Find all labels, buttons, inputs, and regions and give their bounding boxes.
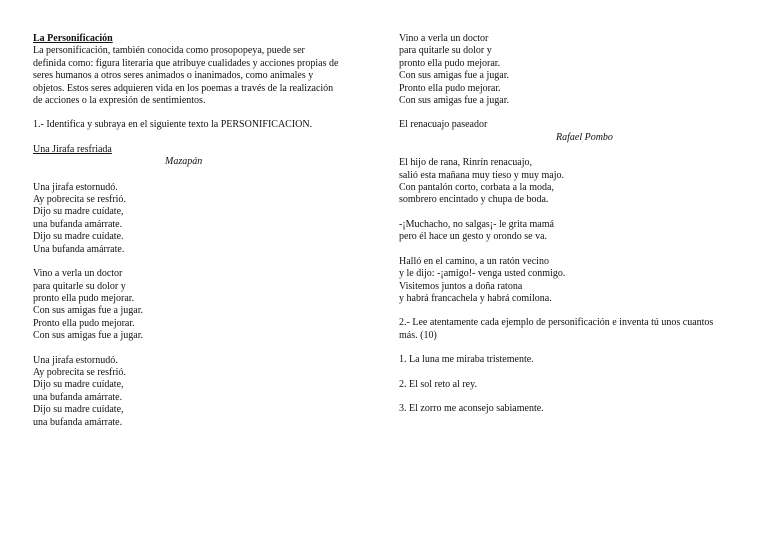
right-column xyxy=(399,33,739,415)
poem-line: El hijo de rana, Rinrín renacuajo, xyxy=(399,157,533,169)
intro-line: La personificación, también conocida como prosopopeya, puede ser xyxy=(33,45,305,57)
poem-line: para quitarle su dolor y xyxy=(33,280,126,292)
poem-line: para quitarle su dolor y xyxy=(399,45,492,57)
poem-line: Pronto ella pudo mejorar. xyxy=(399,82,501,94)
poem-line: y le dijo: -¡amigo!- venga usted conmigo. xyxy=(399,268,566,280)
poem-stanza xyxy=(33,182,373,256)
poem-line: Ay pobrecita se resfrió. xyxy=(33,194,126,206)
poem-line: Ay pobrecita se resfrió. xyxy=(33,366,126,378)
poem-line: sombrero encintado y chupa de boda. xyxy=(399,194,549,206)
poem-line: Pronto ella pudo mejorar. xyxy=(33,317,135,329)
poem2-author: Rafael Pombo xyxy=(556,131,613,143)
poem-line: Dijo su madre cuídate, xyxy=(33,379,124,391)
poem-line: Halló en el camino, a un ratón vecino xyxy=(399,255,549,267)
poem2-stanza xyxy=(399,256,739,306)
poem2-stanza xyxy=(399,219,739,244)
poem-author: Mazapán xyxy=(165,156,203,168)
poem-line: Con sus amigas fue a jugar. xyxy=(33,330,143,342)
poem-line: y habrá francachela y habrá comilona. xyxy=(399,292,552,304)
example-item: 1. La luna me miraba tristemente. xyxy=(399,354,534,366)
instruction-2: 2.- Lee atentamente cada ejemplo de personificación e inventa tú unos cuantos más. (10) xyxy=(399,317,714,341)
example-item: 2. El sol reto al rey. xyxy=(399,378,477,390)
intro-line: definida como: figura literaria que atribuye cualidades y acciones propias de xyxy=(33,57,339,69)
poem-line: Con sus amigas fue a jugar. xyxy=(33,305,143,317)
poem-line: pronto ella pudo mejorar. xyxy=(399,57,501,69)
intro-line: objetos. Estos seres adquieren vida en los poemas a través de la realización xyxy=(33,82,334,94)
poem-line: Con sus amigas fue a jugar. xyxy=(399,70,509,82)
poem-line: pero él hace un gesto y orondo se va. xyxy=(399,231,548,243)
instruction-1: 1.- Identifica y subraya en el siguiente texto la PERSONIFICACION. xyxy=(33,119,313,131)
intro-line: de acciones o la expresión de sentimientos. xyxy=(33,95,206,107)
poem-line: Con sus amigas fue a jugar. xyxy=(399,95,509,107)
poem-line: Vino a verla un doctor xyxy=(399,33,489,44)
document-title: La Personificación xyxy=(33,33,113,44)
poem-line: Dijo su madre cuídate. xyxy=(33,231,124,243)
poem2-title: El renacuajo paseador xyxy=(399,119,488,131)
poem-stanza xyxy=(33,355,373,429)
poem-line: Visitemos juntos a doña ratona xyxy=(399,280,523,292)
poem-line: pronto ella pudo mejorar. xyxy=(33,292,135,304)
poem-title: Una Jirafa resfriada xyxy=(33,143,112,155)
poem-stanza xyxy=(33,268,373,342)
poem-line: Vino a verla un doctor xyxy=(33,268,123,280)
intro-paragraph xyxy=(33,45,373,107)
poem-line: Dijo su madre cuídate, xyxy=(33,206,124,218)
poem-line: una bufanda amárrate. xyxy=(33,391,123,403)
left-column xyxy=(33,33,373,429)
poem-stanza xyxy=(399,33,739,107)
poem-line: -¡Muchacho, no salgas¡- le grita mamá xyxy=(399,218,554,230)
example-item: 3. El zorro me aconsejo sabiamente. xyxy=(399,402,544,414)
intro-line: seres humanos a otros seres animados o inanimados, como animales y xyxy=(33,70,314,82)
poem2-stanza xyxy=(399,157,739,207)
poem-line: una bufanda amárrate. xyxy=(33,416,123,428)
poem-line: Una bufanda amárrate. xyxy=(33,243,125,255)
poem-line: salió esta mañana muy tieso y muy majo. xyxy=(399,169,564,181)
poem-line: Una jirafa estornudó. xyxy=(33,181,118,193)
poem-line: una bufanda amárrate. xyxy=(33,218,123,230)
poem-line: Con pantalón corto, corbata a la moda, xyxy=(399,182,554,194)
poem-line: Dijo su madre cuídate, xyxy=(33,404,124,416)
poem-line: Una jirafa estornudó. xyxy=(33,354,118,366)
